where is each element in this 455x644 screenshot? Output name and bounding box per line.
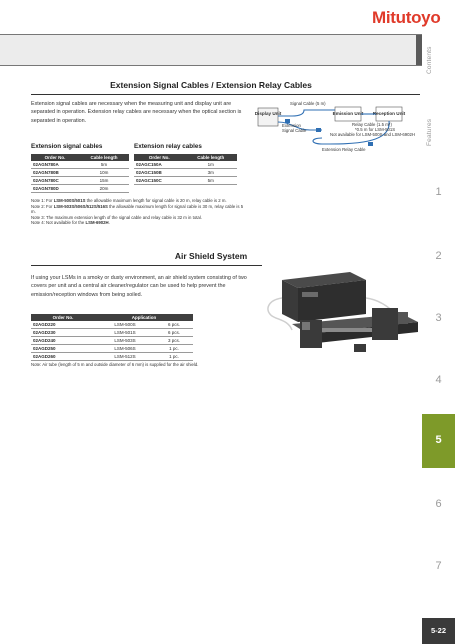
- relay-cable-label: Relay Cable (1.5 m*): [352, 122, 392, 127]
- tab-chapter-5-active[interactable]: [422, 414, 455, 468]
- relay-note-line1: *0.5 m for LSM-501S: [355, 127, 396, 132]
- extension-intro-text: Extension signal cables are necessary when the measuring unit and display unit are separated in operation. Extension relay cables are necessary when the optical section is separated in operation.: [31, 101, 242, 124]
- extension-notes: [31, 198, 246, 226]
- extension-signal-label-1: Extension: [282, 123, 301, 128]
- col-cable-length: Cable length: [79, 154, 129, 161]
- col-cable-length: Cable length: [184, 154, 237, 161]
- col-application: Application: [95, 314, 193, 321]
- connector-2: [316, 128, 321, 132]
- note-2: Note 2: For LSM-503S/506S/512S/516S the allowable maximum length for signal cable is 30 m, relay cable is 5 m.: [31, 203, 244, 215]
- col-order-no: Order No.: [31, 154, 79, 161]
- air-shield-note: Note: Air tube (length of 5 m and outside diameter of 6 mm) is supplied for the air shield.: [31, 362, 199, 367]
- relay-cables-heading: Extension relay cables: [134, 143, 202, 150]
- mitutoyo-logo: Mitutoyo: [372, 8, 441, 27]
- table-row: 02AGN780C 15m: [31, 177, 129, 185]
- signal-cable-line: [278, 110, 335, 116]
- tab-chapter-5-label: 5: [435, 434, 442, 446]
- table-row: 02AGN780B 10m: [31, 169, 129, 177]
- signal-cables-table: [31, 154, 129, 193]
- measuring-beam-area: [322, 328, 372, 332]
- tab-chapter-6[interactable]: 6: [435, 498, 442, 510]
- tab-chapter-4[interactable]: 4: [435, 374, 442, 386]
- air-shield-intro-text: If using your LSMs in a smoky or dusty environment, an air shield system consisting of two covers per unit and a central air cleaner/regulator can be used to help prevent the emission/reception windows from being soiled.: [31, 275, 247, 298]
- table-row: 02AGD220 LSM-500S 6 pcs.: [31, 321, 193, 329]
- signal-cables-heading: Extension signal cables: [31, 143, 103, 150]
- page-number: 5-22: [422, 618, 455, 644]
- tab-chapter-3[interactable]: 3: [435, 312, 442, 324]
- col-order-no: Order No.: [134, 154, 184, 161]
- note-4: Note 4: Not available for the LSM-6902H.: [31, 220, 110, 226]
- note-3: Note 3: The maximum extension length of the signal cable and relay cable is 32 m in total.: [31, 214, 202, 220]
- relay-note-line2: Not available for LSM-500S and LSM-6902H: [330, 132, 416, 137]
- note-1: Note 1: For LSM-500S/501S the allowable maximum length for signal cable is 20 m, relay cable is 2 m.: [31, 198, 227, 203]
- section-rule: [31, 94, 420, 95]
- section-title-air-shield: Air Shield System: [174, 251, 248, 261]
- table-row: 02AGC150C 5m: [134, 177, 237, 185]
- table-row: 02AGC150B 3m: [134, 169, 237, 177]
- table-row: 02AGD230 LSM-501S 6 pcs.: [31, 329, 193, 337]
- table-row: 02AGD250 LSM-506S 1 pc.: [31, 345, 193, 353]
- table-row: 02AGC150A 1m: [134, 161, 237, 169]
- emission-unit-with-cover: [300, 320, 322, 348]
- display-unit-box: [255, 108, 282, 126]
- table-row: 02AGD260 LSM-512S 1 pc.: [31, 353, 193, 361]
- reception-unit-label: Reception Unit: [372, 111, 406, 116]
- connector-3: [368, 142, 373, 146]
- header-band: [0, 34, 422, 66]
- relay-cables-table: [134, 154, 237, 185]
- section-title-extension-cables: Extension Signal Cables / Extension Relay Cables: [110, 80, 312, 90]
- tab-chapter-1[interactable]: 1: [435, 186, 442, 198]
- col-order-no: Order No.: [31, 314, 95, 321]
- extension-signal-label-2: Signal Cable: [282, 128, 307, 133]
- extension-relay-label: Extension Relay Cable: [322, 147, 366, 152]
- emission-unit-label: Emission Unit: [332, 111, 364, 116]
- air-shield-product-photo: [262, 258, 420, 370]
- air-shield-table: [31, 314, 193, 361]
- svg-text:Display Unit: Display Unit: [254, 111, 282, 116]
- tab-chapter-7[interactable]: 7: [435, 560, 442, 572]
- signal-cable-label: Signal Cable (5 m): [290, 101, 326, 106]
- tube-fitting: [354, 344, 366, 352]
- table-row: 02AGN780D 20m: [31, 185, 129, 193]
- table-row: 02AGN780A 5m: [31, 161, 129, 169]
- tab-features[interactable]: Features: [426, 118, 433, 146]
- cable-connection-diagram: [252, 100, 420, 158]
- tab-chapter-2[interactable]: 2: [435, 250, 442, 262]
- table-row: 02AGD240 LSM-503S 3 pcs.: [31, 337, 193, 345]
- air-cleaner-regulator-unit: [282, 272, 366, 322]
- tab-contents[interactable]: Contents: [426, 46, 433, 74]
